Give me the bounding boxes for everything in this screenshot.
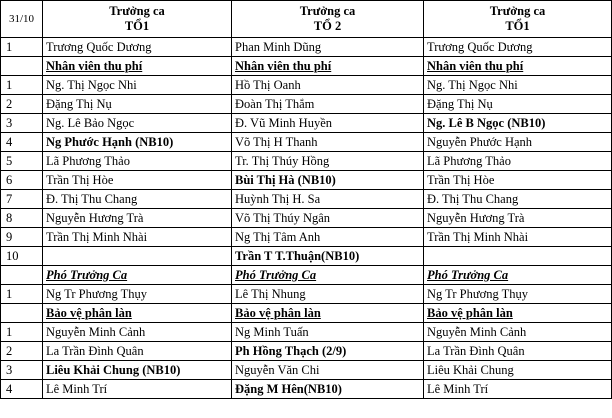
roster-body [1,1,612,399]
name-cell: Phó Trưởng Ca [424,266,612,285]
table-row [1,209,612,228]
name-cell: Đ. Thị Thu Chang [424,190,612,209]
name-cell: Nguyễn Phước Hạnh [424,133,612,152]
header-team: TỔ1 [124,19,150,33]
name-cell: Bảo vệ phân làn [232,304,424,323]
name-cell: Trương Quốc Dương [43,38,232,57]
name-cell: Đặng M Hên(NB10) [232,380,424,399]
table-row [1,190,612,209]
row-index [1,304,43,323]
header-team: TỔ 2 [313,19,342,33]
row-index: 6 [1,171,43,190]
name-cell: Ng Minh Tuấn [232,323,424,342]
table-row [1,228,612,247]
name-cell: Ng Phước Hạnh (NB10) [43,133,232,152]
table-row [1,266,612,285]
name-cell: Bảo vệ phân làn [43,304,232,323]
name-cell: Phó Trưởng Ca [232,266,424,285]
name-cell: Đ. Thị Thu Chang [43,190,232,209]
name-cell: Ng. Thị Ngọc Nhi [43,76,232,95]
name-cell: Ng Thị Tâm Anh [232,228,424,247]
name-cell: Nhân viên thu phí [232,57,424,76]
name-cell: La Trần Đình Quân [43,342,232,361]
table-row [1,171,612,190]
header-title: Trưởng ca [489,4,546,18]
table-row [1,285,612,304]
name-cell: Đoàn Thị Thắm [232,95,424,114]
row-index [1,57,43,76]
table-row [1,133,612,152]
name-cell: Bảo vệ phân làn [424,304,612,323]
row-index: 1 [1,323,43,342]
row-index: 5 [1,152,43,171]
name-cell: La Trần Đình Quân [424,342,612,361]
name-cell [424,247,612,266]
name-cell: Lã Phương Thảo [43,152,232,171]
table-row [1,361,612,380]
row-index: 3 [1,114,43,133]
row-index: 4 [1,380,43,399]
name-cell: Ng Tr Phương Thụy [43,285,232,304]
name-cell: Võ Thị Thúy Ngân [232,209,424,228]
name-cell: Trương Quốc Dương [424,38,612,57]
name-cell: Đặng Thị Nụ [424,95,612,114]
header-shift-lead-team1 [43,1,232,38]
name-cell: Ng Tr Phương Thụy [424,285,612,304]
header-shift-lead-team2 [232,1,424,38]
name-cell: Nhân viên thu phí [43,57,232,76]
name-cell: Lê Minh Trí [43,380,232,399]
header-title: Trưởng ca [299,4,356,18]
table-row [1,342,612,361]
row-index: 3 [1,361,43,380]
header-title: Trưởng ca [109,4,165,18]
name-cell: Lê Minh Trí [424,380,612,399]
name-cell [43,247,232,266]
table-row [1,380,612,399]
name-cell: Nguyễn Văn Chi [232,361,424,380]
name-cell: Liêu Khải Chung [424,361,612,380]
table-row [1,323,612,342]
name-cell: Bùi Thị Hà (NB10) [232,171,424,190]
name-cell: Nguyễn Minh Cảnh [43,323,232,342]
name-cell: Ng. Lê Bảo Ngọc [43,114,232,133]
row-index: 2 [1,95,43,114]
name-cell: Liêu Khải Chung (NB10) [43,361,232,380]
name-cell: Ng. Lê B Ngọc (NB10) [424,114,612,133]
name-cell: Ng. Thị Ngọc Nhi [424,76,612,95]
table-row [1,152,612,171]
name-cell: Trần Thị Minh Nhài [424,228,612,247]
table-row [1,304,612,323]
row-index: 1 [1,76,43,95]
table-row [1,38,612,57]
header-row [1,1,612,38]
row-index [1,266,43,285]
date-cell: 31/10 [1,1,43,38]
name-cell: Trần T T.Thuận(NB10) [232,247,424,266]
name-cell: Đ. Vũ Minh Huyền [232,114,424,133]
name-cell: Phan Minh Dũng [232,38,424,57]
name-cell: Phó Trưởng Ca [43,266,232,285]
name-cell: Hồ Thị Oanh [232,76,424,95]
name-cell: Nhân viên thu phí [424,57,612,76]
name-cell: Lã Phương Thảo [424,152,612,171]
row-index: 4 [1,133,43,152]
row-index: 7 [1,190,43,209]
row-index: 9 [1,228,43,247]
name-cell: Nguyễn Minh Cảnh [424,323,612,342]
table-row [1,114,612,133]
row-index: 1 [1,285,43,304]
row-index: 1 [1,38,43,57]
table-row [1,95,612,114]
name-cell: Huỳnh Thị H. Sa [232,190,424,209]
table-row [1,247,612,266]
name-cell: Trần Thị Minh Nhài [43,228,232,247]
row-index: 10 [1,247,43,266]
name-cell: Trần Thị Hòe [424,171,612,190]
header-shift-lead-team1-repeat [424,1,612,38]
row-index: 8 [1,209,43,228]
name-cell: Nguyễn Hương Trà [43,209,232,228]
name-cell: Võ Thị H Thanh [232,133,424,152]
table-row [1,76,612,95]
table-row [1,57,612,76]
name-cell: Đặng Thị Nụ [43,95,232,114]
name-cell: Nguyễn Hương Trà [424,209,612,228]
row-index: 2 [1,342,43,361]
name-cell: Lê Thị Nhung [232,285,424,304]
name-cell: Tr. Thị Thúy Hồng [232,152,424,171]
name-cell: Trần Thị Hòe [43,171,232,190]
header-team: TỔ1 [505,19,530,33]
name-cell: Ph Hồng Thạch (2/9) [232,342,424,361]
